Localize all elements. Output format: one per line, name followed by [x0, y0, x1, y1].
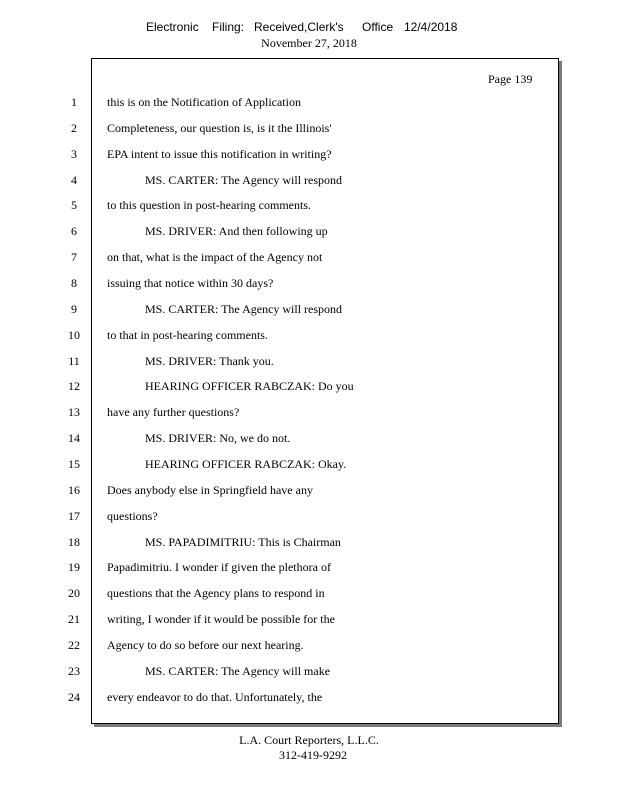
line-number: 14 [68, 431, 80, 446]
line-number: 22 [68, 637, 80, 652]
transcript-line [0, 405, 618, 425]
transcript-line [0, 690, 618, 710]
transcript-line [0, 457, 618, 477]
line-number: 12 [68, 379, 80, 394]
line-number: 18 [68, 534, 80, 549]
transcript-line [0, 354, 618, 374]
line-text: to this question in post-hearing comments. [107, 198, 311, 213]
line-text: MS. DRIVER: And then following up [145, 224, 328, 239]
transcript-line [0, 612, 618, 632]
electronic-filing-stamp [0, 20, 618, 36]
line-number: 21 [68, 612, 80, 626]
transcript-line [0, 664, 618, 684]
line-number: 1 [71, 95, 77, 109]
line-text: HEARING OFFICER RABCZAK: Do you [145, 379, 354, 394]
line-text: Does anybody else in Springfield have any [107, 482, 313, 497]
line-number: 4 [71, 172, 77, 187]
transcript-line [0, 535, 618, 555]
transcript-line [0, 121, 618, 141]
line-text: EPA intent to issue this notification in writing? [107, 146, 332, 161]
line-text: HEARING OFFICER RABCZAK: Okay. [145, 456, 347, 471]
court-reporter-phone: 312-419-9292 [279, 748, 347, 762]
line-text: MS. CARTER: The Agency will respond [145, 301, 343, 316]
line-text: writing, I wonder if it would be possible for the [107, 612, 335, 626]
transcript-line [0, 638, 618, 658]
line-number: 10 [68, 327, 80, 342]
court-reporter-name: L.A. Court Reporters, L.L.C. [239, 733, 379, 747]
line-text: questions that the Agency plans to respond in [107, 586, 325, 601]
line-text: questions? [107, 508, 158, 523]
hearing-date: November 27, 2018 [261, 36, 357, 50]
line-number: 23 [68, 663, 80, 678]
line-number: 15 [68, 456, 80, 471]
transcript-line [0, 276, 618, 296]
line-number: 24 [68, 689, 80, 704]
transcript-line [0, 147, 618, 167]
line-text: this is on the Notification of Application [107, 95, 301, 109]
line-text: to that in post-hearing comments. [107, 327, 268, 342]
line-number: 8 [71, 276, 77, 290]
line-number: 16 [68, 482, 80, 497]
transcript-line [0, 509, 618, 529]
line-text: on that, what is the impact of the Agency not [107, 250, 323, 265]
line-number: 2 [71, 120, 77, 135]
line-text: MS. CARTER: The Agency will make [145, 663, 331, 678]
line-number: 11 [68, 353, 80, 368]
transcript-line [0, 328, 618, 348]
transcript-line [0, 302, 618, 322]
line-number: 7 [71, 250, 77, 265]
transcript-line [0, 250, 618, 270]
filing-word: Filing: [212, 20, 245, 34]
filing-word: Received,Clerk's [254, 20, 344, 34]
line-text: MS. PAPADIMITRIU: This is Chairman [145, 534, 341, 549]
filing-word: Electronic [146, 20, 199, 34]
transcript-line [0, 560, 618, 580]
line-text: MS. DRIVER: No, we do not. [145, 431, 291, 446]
line-number: 3 [71, 146, 77, 161]
line-text: MS. DRIVER: Thank you. [145, 353, 274, 368]
transcript-line [0, 586, 618, 606]
transcript-line [0, 483, 618, 503]
line-number: 19 [68, 560, 80, 575]
transcript-line [0, 198, 618, 218]
line-text: Agency to do so before our next hearing. [107, 637, 304, 652]
line-number: 9 [71, 301, 77, 316]
line-number: 20 [68, 586, 80, 601]
transcript-line [0, 431, 618, 451]
line-number: 17 [68, 508, 80, 523]
page-number: Page 139 [488, 72, 533, 86]
line-text: have any further questions? [107, 405, 240, 420]
transcript-line [0, 379, 618, 399]
line-text: Completeness, our question is, is it the Illinois' [107, 120, 332, 135]
line-text: every endeavor to do that. Unfortunately, the [107, 689, 323, 704]
line-number: 5 [71, 198, 77, 213]
line-text: Papadimitriu. I wonder if given the plethora of [107, 560, 331, 575]
line-number: 6 [71, 224, 77, 239]
line-text: issuing that notice within 30 days? [107, 276, 274, 290]
line-text: MS. CARTER: The Agency will respond [145, 172, 343, 187]
transcript-line [0, 95, 618, 115]
filing-word: 12/4/2018 [404, 20, 458, 34]
filing-word: Office [362, 20, 394, 34]
line-number: 13 [68, 405, 80, 420]
transcript-line [0, 173, 618, 193]
transcript-line [0, 224, 618, 244]
